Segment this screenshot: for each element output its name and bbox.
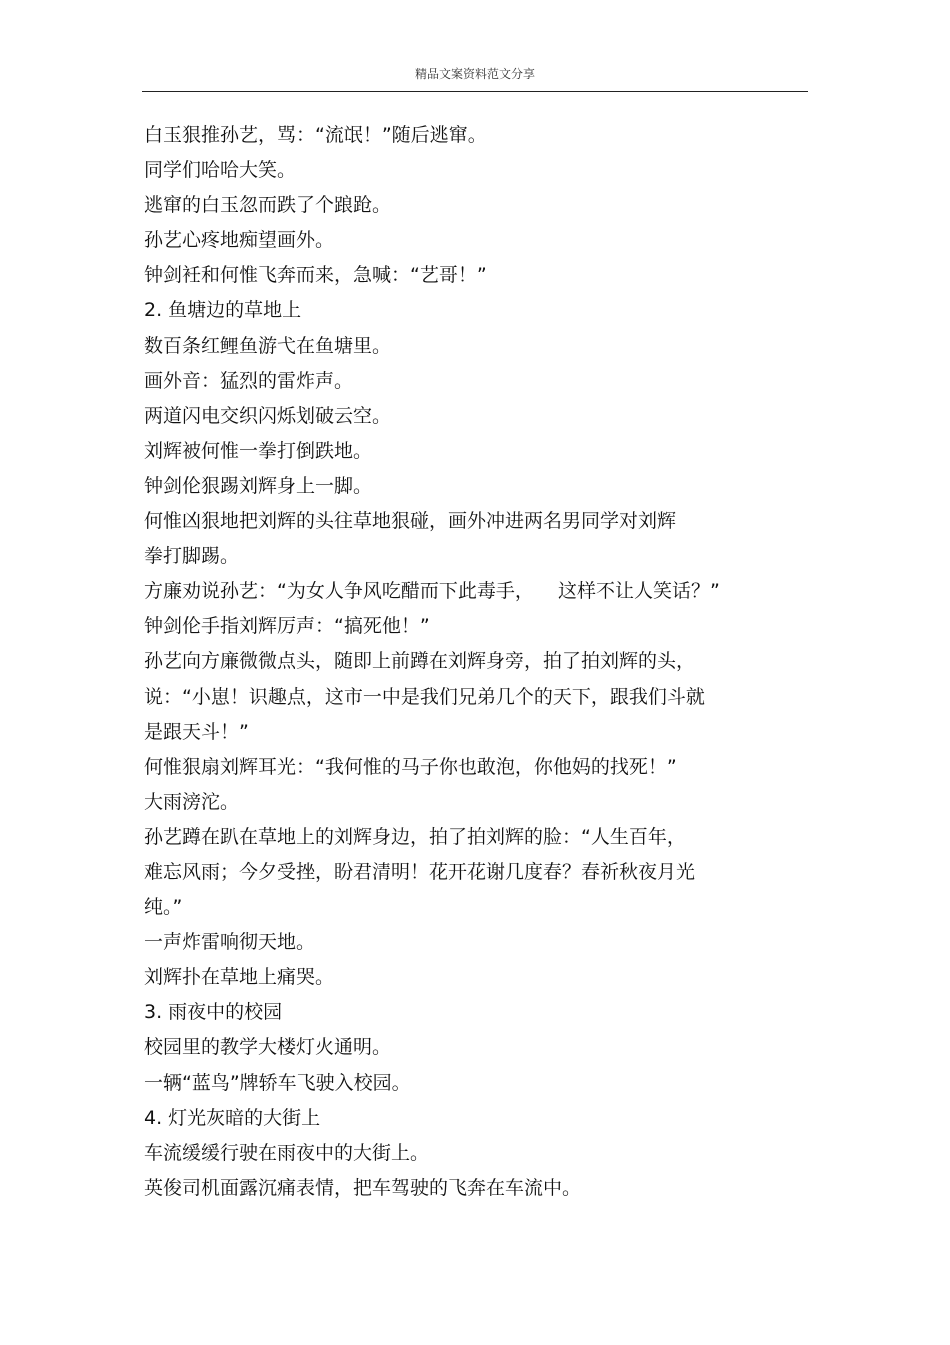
text-line: 孙艺向方廉微微点头，随即上前蹲在刘辉身旁，拍了拍刘辉的头， bbox=[144, 650, 696, 673]
text-line: 英俊司机面露沉痛表情，把车驾驶的飞奔在车流中。 bbox=[144, 1176, 582, 1199]
text-line: 难忘风雨；今夕受挫，盼君清明！花开花谢几度春？春祈秋夜月光 bbox=[144, 860, 696, 883]
text-line: 钟剑伦手指刘辉厉声：“搞死他！” bbox=[144, 615, 430, 638]
text-line: 白玉狠推孙艺，骂：“流氓！”随后逃窜。 bbox=[144, 124, 487, 146]
text-line: 校园里的教学大楼灯火通明。 bbox=[144, 1036, 392, 1059]
header-divider bbox=[142, 91, 808, 92]
text-line: 何惟狠扇刘辉耳光：“我何惟的马子你也敢泡，你他妈的找死！” bbox=[144, 755, 677, 778]
text-line: 刘辉被何惟一拳打倒跌地。 bbox=[144, 439, 373, 462]
text-line: 纯。” bbox=[144, 896, 183, 919]
text-line: 大雨滂沱。 bbox=[144, 790, 240, 813]
text-line: 钟剑衽和何惟飞奔而来，急喊：“艺哥！” bbox=[144, 264, 487, 287]
text-line: 方廉劝说孙艺：“为女人争风吃醋而下此毒手， 这样不让人笑话？” bbox=[144, 580, 720, 603]
text-line: 逃窜的白玉忽而跌了个踉跄。 bbox=[144, 194, 392, 217]
text-line: 刘辉扑在草地上痛哭。 bbox=[144, 966, 335, 989]
scene-heading: 2. 鱼塘边的草地上 bbox=[144, 299, 302, 322]
text-line: 孙艺蹲在趴在草地上的刘辉身边，拍了拍刘辉的脸：“人生百年， bbox=[144, 825, 686, 848]
text-line: 一声炸雷响彻天地。 bbox=[144, 931, 316, 954]
text-line: 数百条红鲤鱼游弋在鱼塘里。 bbox=[144, 334, 392, 357]
text-line: 一辆“蓝鸟”牌轿车飞驶入校园。 bbox=[144, 1071, 411, 1094]
text-line: 拳打脚踢。 bbox=[144, 545, 240, 568]
text-line: 画外音：猛烈的雷炸声。 bbox=[144, 369, 354, 392]
scene-heading: 3. 雨夜中的校园 bbox=[144, 1001, 283, 1024]
text-line: 说：“小崽！识趣点，这市一中是我们兄弟几个的天下，跟我们斗就 bbox=[144, 685, 705, 708]
text-line: 何惟凶狠地把刘辉的头往草地狠碰，画外冲进两名男同学对刘辉 bbox=[144, 510, 677, 533]
scene-heading: 4. 灯光灰暗的大街上 bbox=[144, 1106, 321, 1129]
text-line: 同学们哈哈大笑。 bbox=[144, 159, 297, 182]
text-line: 孙艺心疼地痴望画外。 bbox=[144, 229, 335, 252]
page-header-title: 精品文案资料范文分享 bbox=[414, 67, 535, 81]
text-line: 两道闪电交织闪烁划破云空。 bbox=[144, 404, 392, 427]
text-line: 车流缓缓行驶在雨夜中的大街上。 bbox=[144, 1141, 430, 1164]
text-line: 是跟天斗！” bbox=[144, 720, 249, 743]
script-body bbox=[144, 118, 808, 1206]
text-line: 钟剑伦狠踢刘辉身上一脚。 bbox=[144, 474, 373, 497]
